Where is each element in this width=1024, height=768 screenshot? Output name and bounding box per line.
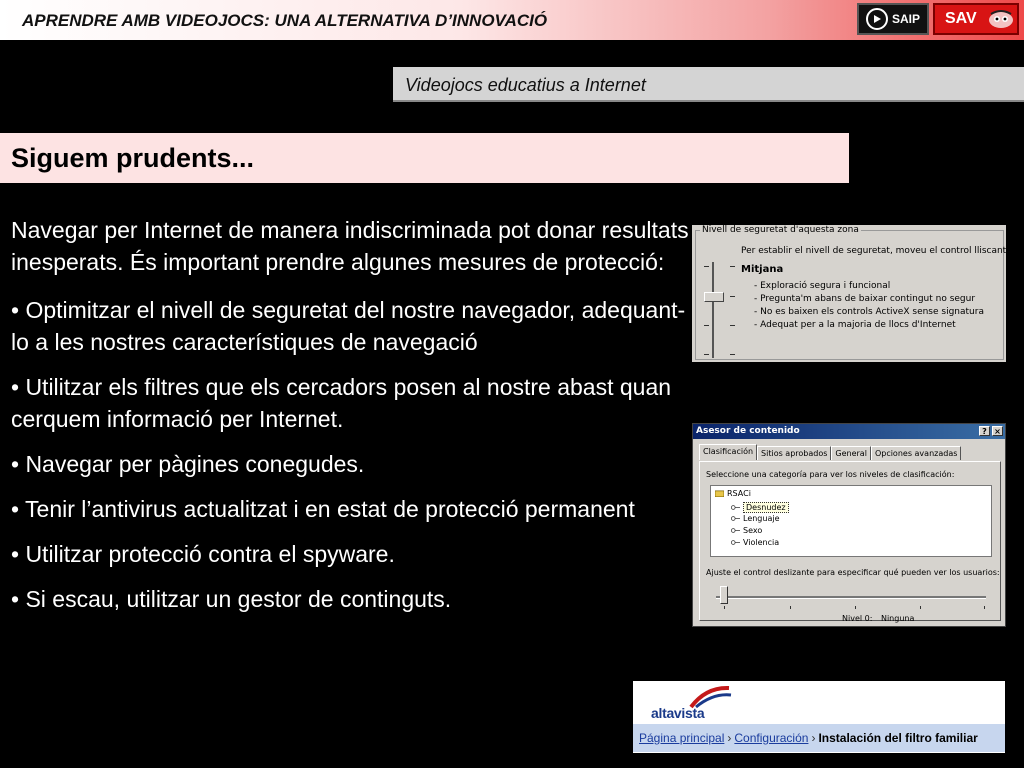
play-icon [866, 8, 888, 30]
security-item: - No es baixen els controls ActiveX sense signatura [754, 307, 984, 317]
tree-item-label: Lenguaje [743, 514, 780, 523]
security-level-name: Mitjana [741, 264, 784, 275]
rating-level-label: Nivel 0: [842, 614, 873, 623]
altavista-screenshot [633, 681, 1005, 753]
tree-root-label: RSACi [727, 489, 751, 498]
slider-tick [704, 266, 709, 267]
category-tree [710, 485, 992, 557]
tab-opciones-avanzadas: Opciones avanzadas [871, 446, 961, 460]
security-instruction: Per establir el nivell de seguretat, moveu el control lliscant. [741, 246, 1010, 256]
bullet-item: • Utilitzar els filtres que els cercadors posen al nostre abast quan cerquem informació per Internet. [11, 374, 672, 432]
security-level-screenshot [692, 225, 1010, 362]
bullet-item: • Si escau, utilitzar un gestor de continguts. [11, 586, 452, 612]
content-advisor-screenshot [692, 423, 1006, 627]
slide-heading-box [0, 133, 849, 183]
sav-label: SAV [945, 10, 977, 27]
key-icon [731, 527, 740, 534]
advisor-titlebar [693, 424, 1005, 439]
breadcrumb-current: Instalación del filtro familiar [818, 731, 978, 745]
breadcrumb-config-link[interactable]: Configuración [734, 731, 809, 745]
altavista-logo: altavista [651, 705, 705, 721]
advisor-title: Asesor de contenido [696, 426, 800, 436]
category-label: Seleccione una categoría para ver los niveles de clasificación: [706, 470, 955, 479]
breadcrumb-separator: › [811, 731, 816, 745]
rating-slider-track [716, 596, 986, 599]
rating-slider-thumb [720, 586, 728, 604]
section-subtitle: Videojocs educatius a Internet [405, 75, 646, 95]
folder-icon [715, 490, 724, 497]
slide-heading: Siguem prudents... [11, 143, 255, 173]
bullet-item: • Optimitzar el nivell de seguretat del nostre navegador, adequant-lo a les nostres característiques de navegació [11, 297, 686, 355]
tree-item-label: Desnudez [743, 502, 789, 513]
security-item: - Pregunta'm abans de baixar contingut no segur [754, 294, 976, 304]
slider-tick [855, 606, 856, 609]
rating-level [842, 614, 914, 623]
tree-item [731, 514, 780, 523]
tree-item [731, 538, 779, 547]
slider-tick [730, 354, 735, 355]
tree-root [715, 489, 751, 498]
breadcrumb-home-link[interactable]: Página principal [639, 731, 725, 745]
close-icon: × [992, 426, 1003, 436]
slider-tick [724, 606, 725, 609]
tab-sitios-aprobados: Sitios aprobados [757, 446, 831, 460]
tab-clasificacion: Clasificación [699, 444, 757, 460]
slider-tick [704, 354, 709, 355]
tree-item-label: Violencia [743, 538, 780, 547]
altavista-breadcrumb [633, 724, 1005, 752]
presentation-title: APRENDRE AMB VIDEOJOCS: UNA ALTERNATIVA D’INNOVACIÓ [22, 11, 548, 30]
tree-item [731, 502, 789, 513]
bullet-item: • Utilitzar protecció contra el spyware. [11, 541, 395, 567]
key-icon [731, 539, 740, 546]
key-icon [731, 504, 740, 511]
slider-tick [984, 606, 985, 609]
security-item: - Exploració segura i funcional [754, 281, 891, 291]
slider-tick [920, 606, 921, 609]
slider-tick [790, 606, 791, 609]
slider-tick [730, 325, 735, 326]
bullet-item: • Navegar per pàgines conegudes. [11, 451, 365, 477]
saip-button[interactable] [857, 3, 929, 35]
mascot-icon [985, 8, 1017, 30]
section-subtitle-bar [393, 67, 1024, 102]
security-slider-track [712, 262, 714, 358]
advisor-tabs [699, 444, 961, 460]
rating-level-value: Ninguna [880, 614, 915, 623]
slide-body [11, 214, 691, 628]
slider-tick [730, 296, 735, 297]
tree-item-label: Sexo [743, 526, 763, 535]
advisor-panel [699, 461, 1001, 621]
bullet-item: • Tenir l’antivirus actualitzat i en estat de protecció permanent [11, 496, 635, 522]
key-icon [731, 515, 740, 522]
slider-label: Ajuste el control deslizante para especificar qué pueden ver los usuarios: [706, 568, 1000, 577]
slider-tick [704, 325, 709, 326]
security-item: - Adequat per a la majoria de llocs d'Internet [754, 320, 956, 330]
help-icon: ? [979, 426, 990, 436]
security-legend: Nivell de seguretat d'aquesta zona [702, 225, 859, 235]
security-slider-thumb [704, 292, 724, 302]
sav-button[interactable] [933, 3, 1019, 35]
tab-general: General [831, 446, 871, 460]
saip-label: SAIP [891, 12, 920, 26]
header-bar [0, 0, 1024, 40]
intro-paragraph: Navegar per Internet de manera indiscriminada pot donar resultats inesperats. És important prendre algunes mesures de protecció: [11, 217, 689, 275]
tree-item [731, 526, 762, 535]
slider-tick [730, 266, 735, 267]
breadcrumb-separator: › [727, 731, 732, 745]
